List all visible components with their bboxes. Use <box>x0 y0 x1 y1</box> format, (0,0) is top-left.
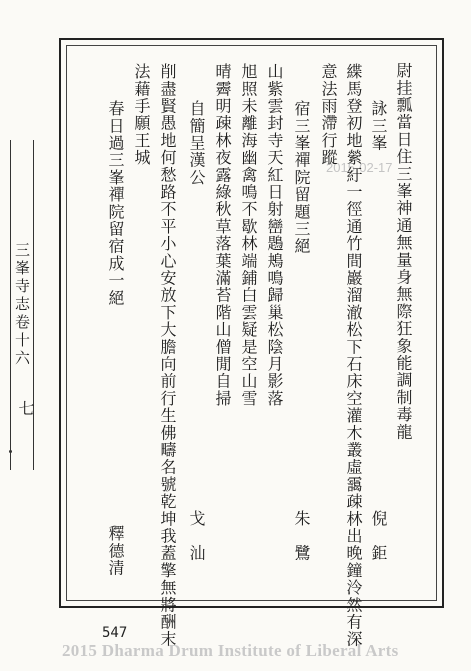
author-1: 倪 鉅 <box>369 510 388 562</box>
poem-title-1: 詠三峯 <box>369 100 388 152</box>
text-column-1: 尉挂瓢當日住三峯神通無量身無際狂象能調制毒龍 <box>394 62 413 441</box>
author-4: 釋德清 <box>106 525 125 577</box>
page-number: 547 <box>102 625 128 641</box>
text-column-7: 旭照未離海幽禽鳴不歇林端鋪白雲疑是空山雪 <box>239 63 258 407</box>
text-column-3: 緤馬登初地縈紆一徑通竹間巖溜澈松下石床空灌木叢虛靄疎林出晚鐘泠然有深 <box>344 63 363 648</box>
poem-title-4: 春日過三峯禪院留宿成一絕 <box>106 100 125 307</box>
watermark-date: 2015-02-17 <box>326 160 393 175</box>
author-2: 朱 鷺 <box>292 510 311 562</box>
side-title: 三峯寺志卷十六 <box>10 140 34 470</box>
watermark-footer: 2015 Dharma Drum Institute of Liberal Arts <box>62 641 399 660</box>
text-column-6: 山紫雲封寺天紅日射巒鶗鴂鳴歸巢松陰月影落 <box>265 63 284 407</box>
text-column-8: 晴霽明疎林夜露綠秋草落葉滿苔階山僧閒自掃 <box>213 63 232 407</box>
author-3: 戈 汕 <box>187 510 206 562</box>
text-column-4: 意法雨滯行蹤 <box>319 63 338 167</box>
poem-title-2: 宿三峯禪院留題三絕 <box>292 100 311 255</box>
side-page-number: 七 <box>16 400 35 416</box>
text-column-10: 削盡賢愚地何愁路不平小心安放下大膽向前行生佛疇名號乾坤我蓋擎無將酬末 <box>158 63 177 648</box>
margin-dot <box>9 450 12 453</box>
text-column-11: 法藉手願王城 <box>132 63 151 167</box>
poem-title-3: 自簡呈漢公 <box>187 100 206 186</box>
